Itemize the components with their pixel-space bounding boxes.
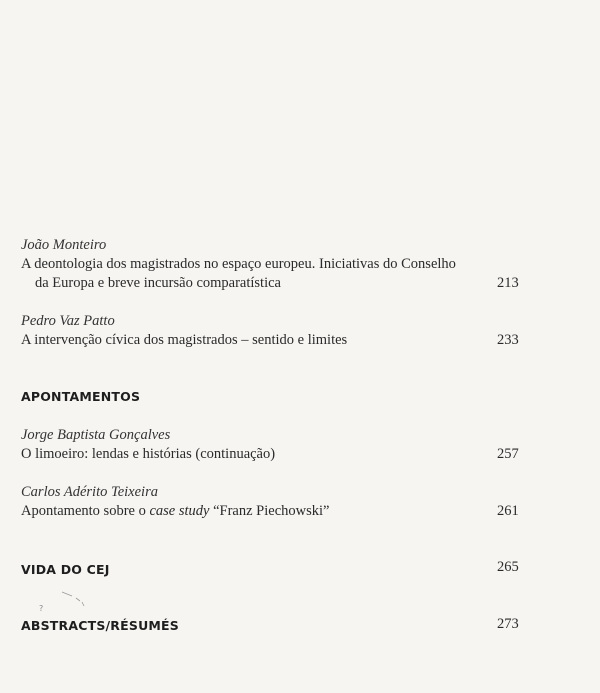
entry-author: Carlos Adérito Teixeira [21, 484, 158, 500]
entry-title-line-1 [21, 502, 521, 521]
entry-page-number: 233 [497, 332, 519, 348]
toc-entry-goncalves [21, 426, 521, 464]
entry-title-line-2: da Europa e breve incursão comparatística [35, 275, 281, 291]
entry-page-number: 257 [497, 446, 519, 462]
section-heading-vida-do-cej: VIDA DO CEJ [21, 562, 110, 577]
title-prefix: Apontamento sobre o [21, 503, 150, 519]
section-heading-apontamentos: APONTAMENTOS [21, 389, 141, 404]
title-suffix: “Franz Piechowski” [209, 503, 330, 519]
scan-mark-glyph: ? [39, 604, 44, 613]
toc-entry-monteiro [21, 236, 521, 293]
title-italic-term: case study [149, 503, 210, 519]
section-page-number: 273 [497, 616, 519, 632]
entry-page-number: 261 [497, 503, 519, 519]
section-heading-abstracts: ABSTRACTS/RÉSUMÉS [21, 618, 179, 633]
toc-entry-teixeira [21, 483, 521, 521]
entry-author: João Monteiro [21, 237, 107, 253]
entry-title-line-1: A deontologia dos magistrados no espaço europeu. Iniciativas do Conselho [21, 256, 456, 272]
section-page-number: 265 [497, 559, 519, 575]
entry-title-line-1: O limoeiro: lendas e histórias (continuação) [21, 446, 276, 462]
toc-entry-patto [21, 312, 521, 350]
entry-page-number: 213 [497, 275, 519, 291]
scan-mark-squiggle [60, 590, 90, 614]
entry-author: Jorge Baptista Gonçalves [21, 427, 171, 443]
entry-author: Pedro Vaz Patto [21, 313, 115, 329]
entry-title-line-1: A intervenção cívica dos magistrados – sentido e limites [21, 332, 348, 348]
